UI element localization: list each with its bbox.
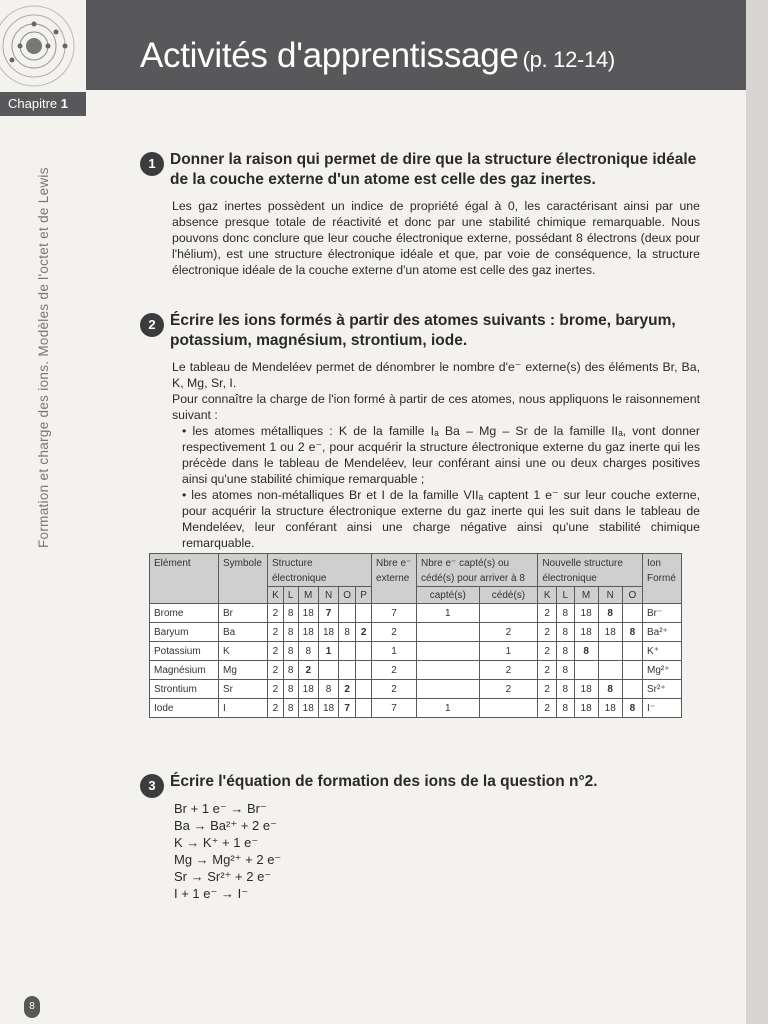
table-cell: I (219, 699, 268, 718)
table-cell: 18 (318, 623, 338, 642)
table-cell (598, 642, 622, 661)
equation: K → K⁺ + 1 e⁻ (174, 835, 259, 850)
chapter-number: 1 (60, 96, 68, 111)
table-cell: Strontium (150, 680, 219, 699)
table-cell: Sr (219, 680, 268, 699)
shell-header: L (283, 587, 298, 604)
question-number-badge: 3 (140, 774, 164, 798)
table-cell: 2 (268, 623, 284, 642)
table-cell: 8 (622, 699, 642, 718)
table-cell: 2 (538, 661, 557, 680)
table-cell: 18 (574, 623, 598, 642)
table-cell (356, 604, 372, 623)
question-title: Écrire l'équation de formation des ions de la question n°2. (170, 773, 598, 790)
table-cell (356, 642, 372, 661)
table-cell (574, 661, 598, 680)
table-cell (356, 699, 372, 718)
table-cell: 2 (339, 680, 356, 699)
table-cell: 8 (298, 642, 318, 661)
table-cell: 18 (574, 699, 598, 718)
question-1 (140, 150, 700, 278)
table-cell: 8 (557, 604, 574, 623)
header-cell: Nbre e⁻ capté(s) ou cédé(s) pour arriver à 8 (417, 554, 538, 587)
table-cell: 2 (268, 642, 284, 661)
table-cell: Potassium (150, 642, 219, 661)
table-cell: 2 (479, 680, 538, 699)
table-cell: 2 (538, 680, 557, 699)
table-cell: 2 (479, 661, 538, 680)
shell-header: M (298, 587, 318, 604)
page-range: (p. 12-14) (522, 47, 615, 72)
question-title: Écrire les ions formés à partir des atomes suivants : brome, baryum, potassium, magnésium, strontium, iode. (170, 312, 676, 349)
header-cell: Nbre e⁻ externe (372, 554, 417, 604)
table-cell (622, 680, 642, 699)
equation: Ba → Ba²⁺ + 2 e⁻ (174, 818, 277, 833)
table-cell: Ba (219, 623, 268, 642)
table-cell: 8 (318, 680, 338, 699)
bullet-item: • les atomes métalliques : K de la famille Iₐ Ba – Mg – Sr de la famille IIₐ, vont donner respectivement 1 ou 2 e⁻, pour acquérir la structure électronique externe du gaz inerte qui les précède dans le tableau de Mendeléev, leur conférant ainsi une ou deux charges positives ainsi qu'une stabilité chimique remarquable ; (182, 424, 700, 486)
atom-icon (0, 0, 86, 90)
table-cell (417, 642, 480, 661)
table-cell: 18 (298, 699, 318, 718)
bullet-item: • les atomes non-métalliques Br et I de la famille VIIₐ captent 1 e⁻ sur leur couche externe, pour acquérir la structure électronique externe du gaz inerte qui les suit dans le tableau de Mendeléev, leur conférant ainsi une charge négative ainsi qu'une stabilité chimique remarquable. (182, 488, 700, 550)
answer-text: Les gaz inertes possèdent un indice de propriété égal à 0, les caractérisant ainsi par une absence presque totale de réactivité et donc par une stabilité chimique remarquable. Nous pouvons donc conclure que leur couche électronique externe, possédant 8 électrons (deux pour l'hélium), est une structure électronique idéale et que, par voie de conséquence, la structure électronique idéale de la couche externe d'un atome est celle des gaz inertes. (172, 199, 700, 277)
table-cell: Magnésium (150, 661, 219, 680)
table-cell: 2 (268, 661, 284, 680)
question-title: Donner la raison qui permet de dire que la structure électronique idéale de la couche externe d'un atome est celle des gaz inertes. (170, 151, 697, 188)
table-cell: 2 (356, 623, 372, 642)
header-cell: Ion Formé (643, 554, 682, 604)
page-edge (746, 0, 768, 1024)
textbook-page: Activités d'apprentissage (p. 12-14) Chapitre 1 Formation et charge des ions. Modèles de l'octet et de Lewis 1 Donner la raison qui permet de dire que la structure électronique idéale de la couche externe d'un atome est celle des gaz inertes. Les gaz inertes possèdent un indice de propriété égal à 0, les caractérisant ainsi par une absence presque totale de réactivité et donc par une stabilité chimique remarquable. Nous pouvons donc conclure que leur couche électronique externe, possédant 8 électrons (deux pour l'hélium), est une structure électronique idéale et que, par voie de conséquence, la structure électronique idéale de la couche externe d'un atome est celle des gaz inertes. 2 Écrire les ions formés à partir des atomes suivants : brome, baryum, potassium, magnésium, strontium, iode. Le tableau de Mendeléev permet de dénombrer le nombre d'e⁻ externe(s) des éléments Br, Ba, K, Mg, Sr, I. Pour connaître la charge de l'ion formé à partir de ces atomes, nous appliquons le raisonnement suivant : • les atomes métalliques : K de la famille Iₐ Ba – Mg – Sr de la famille IIₐ, vont donner respectivement 1 ou 2 e⁻, pour acquérir la structure électronique externe du gaz inerte qui les précède dans le tableau de Mendeléev, leur conférant ainsi une ou deux charges positives ainsi qu'une stabilité chimique remarquable ; • les atomes non-métalliques Br et I de la famille VIIₐ captent 1 e⁻ sur leur couche externe, pour acquérir la structure électronique externe du gaz inerte qui les suit dans le tableau de Mendeléev, leur conférant ainsi une charge négative ainsi qu'une stabilité chimique remarquable. Elément Symbole Structure électronique Nbre e⁻ externe Nbre e⁻ capté(s) ou cédé(s) pour arriver à 8 Nouvelle structure électronique Ion Formé K L M N O P capté(s) cédé(s) K L M N O Brome Br 2 8 18 7 7 1 2 8 18 8 Br⁻ Baryum Ba 2 8 18 18 8 2 2 2 2 8 18 18 8 Ba²⁺ Potassium K 2 8 8 1 1 1 2 8 8 K⁺ Magnésium Mg 2 8 2 2 2 2 8 Mg²⁺ Strontium Sr 2 8 18 8 2 2 2 2 8 18 8 Sr²⁺ Iode I 2 8 18 18 7 7 1 2 8 18 18 8 I⁻ 3 Écrire l'équation de formation des ions de la question n°2. Br + 1 e⁻ → Br⁻ Ba → Ba²⁺ + 2 e⁻ K → K⁺ + 1 e⁻ Mg → Mg²⁺ + 2 e⁻ Sr → Sr²⁺ + 2 e⁻ I + 1 e⁻ → I⁻ 8 (0, 0, 746, 1024)
shell-header: K (538, 587, 557, 604)
table-cell: Sr²⁺ (643, 680, 682, 699)
table-cell (356, 680, 372, 699)
table-cell: 18 (598, 623, 622, 642)
table-cell (356, 661, 372, 680)
table-cell: 7 (339, 699, 356, 718)
table-cell: Br⁻ (643, 604, 682, 623)
table-cell: Brome (150, 604, 219, 623)
table-row (150, 623, 682, 642)
table-row (150, 661, 682, 680)
table-cell (417, 661, 480, 680)
shell-header: K (268, 587, 284, 604)
header-cell: Structure électronique (268, 554, 372, 587)
table-cell: 8 (283, 642, 298, 661)
shell-header: P (356, 587, 372, 604)
question-number-badge: 1 (140, 152, 164, 176)
electron-structure-table (149, 553, 682, 718)
table-cell: K (219, 642, 268, 661)
table-cell: 2 (298, 661, 318, 680)
question-number-badge: 2 (140, 313, 164, 337)
table-cell: 1 (417, 699, 480, 718)
table-cell: 8 (339, 623, 356, 642)
table-cell: 7 (318, 604, 338, 623)
table-cell: 18 (298, 680, 318, 699)
table-cell: 18 (574, 604, 598, 623)
table-cell: 8 (283, 661, 298, 680)
table-cell: 1 (318, 642, 338, 661)
table-cell: 8 (557, 680, 574, 699)
table-cell: 8 (283, 699, 298, 718)
table-cell (318, 661, 338, 680)
table-cell: 1 (372, 642, 417, 661)
header-cell: Symbole (219, 554, 268, 604)
equation: I + 1 e⁻ → I⁻ (174, 886, 249, 901)
atom-logo (0, 0, 86, 90)
table-cell: 2 (372, 661, 417, 680)
equation: Br + 1 e⁻ → Br⁻ (174, 801, 267, 816)
table-cell: I⁻ (643, 699, 682, 718)
equations-list (174, 800, 281, 902)
answer-paragraph: Pour connaître la charge de l'ion formé à partir de ces atomes, nous appliquons le raisonnement suivant : (172, 392, 700, 422)
shell-header: O (339, 587, 356, 604)
table-cell: 2 (268, 680, 284, 699)
header-cell: Elément (150, 554, 219, 604)
table-cell (339, 661, 356, 680)
question-2 (140, 311, 700, 551)
table-cell (622, 604, 642, 623)
table-cell: 8 (557, 642, 574, 661)
shell-header: O (622, 587, 642, 604)
table-cell (417, 680, 480, 699)
header-cell: Nouvelle structure électronique (538, 554, 643, 587)
equation: Sr → Sr²⁺ + 2 e⁻ (174, 869, 272, 884)
table-cell: 8 (598, 604, 622, 623)
table-cell (479, 699, 538, 718)
table-cell: 2 (538, 642, 557, 661)
table-cell: 18 (318, 699, 338, 718)
table-cell: Mg²⁺ (643, 661, 682, 680)
table-cell: 2 (538, 623, 557, 642)
table-cell: 8 (283, 623, 298, 642)
table-cell: 18 (298, 623, 318, 642)
table-cell: 8 (622, 623, 642, 642)
table-cell: 8 (574, 642, 598, 661)
table-cell: 8 (557, 661, 574, 680)
table-cell: K⁺ (643, 642, 682, 661)
header-cell: capté(s) (417, 587, 480, 604)
shell-header: M (574, 587, 598, 604)
page-title: Activités d'apprentissage (p. 12-14) (140, 36, 615, 75)
table-cell: 7 (372, 604, 417, 623)
table-cell (622, 661, 642, 680)
table-cell: Baryum (150, 623, 219, 642)
table-row (150, 699, 682, 718)
equation: Mg → Mg²⁺ + 2 e⁻ (174, 852, 282, 867)
table-cell: 8 (598, 680, 622, 699)
table-cell (622, 642, 642, 661)
table-cell: 2 (479, 623, 538, 642)
table-cell: 2 (268, 604, 284, 623)
table-cell: 8 (283, 604, 298, 623)
header-cell: cédé(s) (479, 587, 538, 604)
table-cell (417, 623, 480, 642)
table-cell: Br (219, 604, 268, 623)
table-row (150, 642, 682, 661)
table-cell: 7 (372, 699, 417, 718)
table-cell: 18 (598, 699, 622, 718)
table-cell: 1 (417, 604, 480, 623)
shell-header: L (557, 587, 574, 604)
shell-header: N (598, 587, 622, 604)
question-3 (140, 772, 700, 792)
table-cell: 8 (283, 680, 298, 699)
table-cell: 1 (479, 642, 538, 661)
table-cell: 2 (372, 680, 417, 699)
table-cell: 2 (538, 604, 557, 623)
table-cell: 2 (372, 623, 417, 642)
table-cell (339, 604, 356, 623)
chapter-tab: Chapitre 1 (0, 92, 86, 116)
page-number: 8 (24, 996, 40, 1018)
table-cell (339, 642, 356, 661)
table-row (150, 604, 682, 623)
table-cell (479, 604, 538, 623)
table-cell: 8 (557, 623, 574, 642)
table-cell: Mg (219, 661, 268, 680)
table-cell (598, 661, 622, 680)
table-cell: Ba²⁺ (643, 623, 682, 642)
table-cell: 2 (268, 699, 284, 718)
shell-header: N (318, 587, 338, 604)
answer-paragraph: Le tableau de Mendeléev permet de dénombrer le nombre d'e⁻ externe(s) des éléments Br, Ba, K, Mg, Sr, I. (172, 360, 700, 390)
table-cell: 18 (298, 604, 318, 623)
table-cell: 8 (557, 699, 574, 718)
table-cell: 2 (538, 699, 557, 718)
table-cell: Iode (150, 699, 219, 718)
table-row (150, 680, 682, 699)
table-cell: 18 (574, 680, 598, 699)
